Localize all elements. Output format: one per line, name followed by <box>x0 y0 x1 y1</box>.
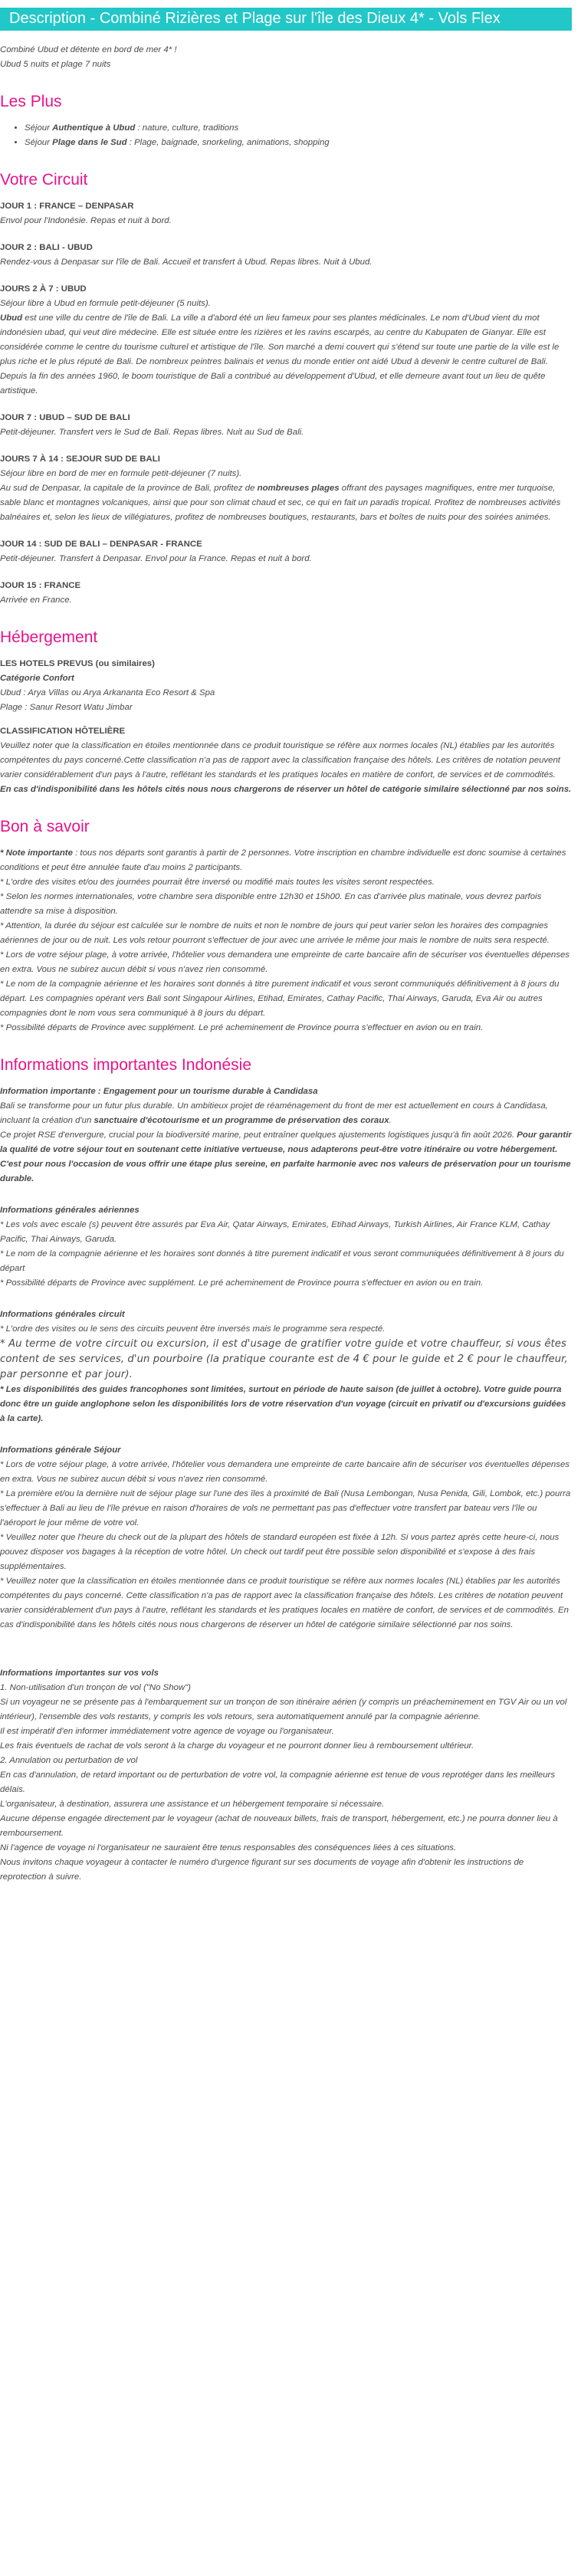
info-item: En cas d'annulation, de retard important ou de perturbation de votre vol, la compagnie aérienne est tenue de vous reprotéger dans les meilleurs délais. <box>0 1770 556 1794</box>
hotels-category: Catégorie Confort <box>0 674 74 683</box>
hotels-title: LES HOTELS PREVUS (ou similaires) <box>0 659 155 668</box>
day-title: JOUR 7 : UBUD – SUD DE BALI <box>0 413 130 422</box>
day-block <box>0 241 572 270</box>
info-item: * La première et/ou la dernière nuit de séjour plage sur l'une des îles à proximité de Bali (Nusa Lembongan, Nusa Penida, Gili, Lombok, etc.) pourra s'effectuer à Bali au lieu de l'île prévue en raison d'horaires de vols ne permettant pas pas d'effectuer votre transfert par bateau vers l'île ou l'aéroport le jour même de votre vol. <box>0 1489 571 1528</box>
day-block <box>0 579 572 608</box>
day-block <box>0 411 572 440</box>
info-item: L'organisateur, à destination, assurera une assistance et un hébergement temporaire si nécessaire. <box>0 1800 385 1809</box>
info-item: * Possibilité départs de Province avec supplément. Le pré acheminement de Province pourra s'effectuer en avion ou en train. <box>0 1278 484 1288</box>
day-text: offrant des paysages magnifiques, entre mer turquoise, sable blanc et montagnes volcaniques, ainsi que pour son climat chaud et sec, ce qui en fait un paradis tropical. Profitez de nombreuses activités balnéaires et, selon les lieux de villégiatures, profitez de nombreuses boutiques, restaurants, bars et boîtes de nuits pour des soirées animées. <box>0 484 561 522</box>
hotel-line: Plage : Sanur Resort Watu Jimbar <box>0 703 133 712</box>
day-text: Envol pour l'Indonésie. Repas et nuit à bord. <box>0 216 172 225</box>
section-heading-circuit: Votre Circuit <box>0 171 88 189</box>
day-text: Au sud de Denpasar, la capitale de la province de Bali, profitez de <box>0 484 258 493</box>
aeriennes-block <box>0 1203 572 1291</box>
intro-line: Combiné Ubud et détente en bord de mer 4* ! <box>0 45 177 54</box>
section-heading-hebergement: Hébergement <box>0 628 98 646</box>
day-text: Arrivée en France. <box>0 596 72 605</box>
sejour-title: Informations générale Séjour <box>0 1446 121 1455</box>
list-item: • Séjour Authentique à Ubud : nature, culture, traditions <box>25 121 572 136</box>
info-item: * Les disponibilités des guides francophones sont limitées, surtout en période de haute saison (de juillet à octobre). Votre guide pourra donc être un guide anglophone selon les disponibilités lors de votre réservation d'un voyage (circuit en privatif ou d'excursions guidées à la carte). <box>0 1385 566 1423</box>
note-item: * Lors de votre séjour plage, à votre arrivée, l'hôtelier vous demandera une empreinte de carte bancaire afin de sécuriser vos éventuelles dépenses en extra. Vous ne subirez aucun débit si vous n'avez rien consommé. <box>0 950 570 974</box>
classification-bold: En cas d'indisponibilité dans les hôtels cités nous nous chargerons de réserver un hôtel de catégorie similaire sélectionné par nos soins. <box>0 785 572 794</box>
info-item: 1. Non-utilisation d'un tronçon de vol ("No Show") <box>0 1683 191 1692</box>
circuit-info-title: Informations générales circuit <box>0 1310 125 1319</box>
info-item: Il est impératif d'en informer immédiatement votre agence de voyage ou l'organisateur. <box>0 1727 334 1736</box>
les-plus-list <box>0 121 572 150</box>
info-item: * Lors de votre séjour plage, à votre arrivée, l'hôtelier vous demandera une empreinte de carte bancaire afin de sécuriser vos éventuelles dépenses en extra. Vous ne subirez aucun débit si vous n'avez rien consommé. <box>0 1460 570 1484</box>
note-item: * Possibilité départs de Province avec supplément. Le pré acheminement de Province pourra s'effectuer en avion ou en train. <box>0 1023 484 1032</box>
day-bold: Ubud <box>0 313 23 323</box>
day-title: JOUR 1 : FRANCE – DENPASAR <box>0 202 134 211</box>
day-title: JOUR 14 : SUD DE BALI – DENPASAR - FRANCE <box>0 540 202 549</box>
vols-block <box>0 1666 572 1885</box>
intro <box>0 43 572 72</box>
info-item: * L'ordre des visites ou le sens des circuits peuvent être inversés mais le programme sera respecté. <box>0 1324 386 1334</box>
day-bold: nombreuses plages <box>257 484 340 493</box>
section-heading-infos: Informations importantes Indonésie <box>0 1056 252 1074</box>
day-block <box>0 537 572 566</box>
info-item: Nous invitons chaque voyageur à contacter le numéro d'urgence figurant sur ses documents de voyage afin d'obtenir les instructions de reprotection à suivre. <box>0 1858 524 1882</box>
info-item: Si un voyageur ne se présente pas à l'embarquement sur un tronçon de son itinéraire aérien (y compris un préacheminement en TGV Air ou un vol intérieur), l'ensemble des vols restants, y compris les vols retours, sera automatiquement annulé par la compagnie aérienne. <box>0 1698 567 1721</box>
day-text: Séjour libre en bord de mer en formule petit-déjeuner (7 nuits). <box>0 469 242 478</box>
info-item: Aucune dépense engagée directement par le voyageur (achat de nouveaux billets, frais de transport, hébergement, etc.) ne pourra donner lieu à remboursement. <box>0 1814 558 1838</box>
info-item: * Au terme de votre circuit ou excursion, il est d'usage de gratifier votre guide et votre chauffeur, si vous êtes content de ses services, d'un pourboire (la pratique courante est de 4 € pour le guide et 2 € pour le chauffeur, par personne et par jour). <box>0 1338 568 1380</box>
sejour-block <box>0 1443 572 1633</box>
info-item: * Les vols avec escale (s) peuvent être assurés par Eva Air, Qatar Airways, Emirates, Etihad Airways, Turkish Airlines, Air France KLM, Cathay Pacific, Thai Airways, Garuda. <box>0 1220 550 1244</box>
day-title: JOUR 2 : BALI - UBUD <box>0 243 93 252</box>
info-item: * Veuillez noter que la classification en étoiles mentionnée dans ce produit touristique se réfère aux normes locales (NL) établies par les autorités compétentes du pays concerné. Cette classification n'a pas de rapport avec la classification française des hôtels. Les critères de notation peuvent varier considérablement d'un pays à l'autre, reflétant les standards et les pratiques locales en matière de confort, de services et de commodités. En cas d'indisponibilité dans les hôtels cités nous nous chargerons de réserver un hôtel de catégorie similaire sélectionné par nos soins. <box>0 1577 569 1629</box>
info-item: Les frais éventuels de rachat de vols seront à la charge du voyageur et ne pourront donner lieu à remboursement ultérieur. <box>0 1741 474 1751</box>
engagement-block: Information importante : Engagement pour un tourisme durable à Candidasa Bali se transforme pour un futur plus durable. Un ambitieux projet de réaménagement du front de mer est actuellement en cours à Candidasa, incluant la création d'un sanctuaire d'écotourisme et un programme de préservation des coraux. Ce projet RSE d'envergure, crucial pour la biodiversité marine, peut entraîner quelques ajustements logistiques jusqu'à fin août 2026. Pour garantir la qualité de votre séjour tout en soutenant cette initiative vertueuse, nous adapterons peut-être votre itinéraire ou votre hébergement. C'est pour nous l'occasion de vous offrir une étape plus sereine, en parfaite harmonie avec nos valeurs de préservation pour un tourisme durable. <box>0 1085 572 1186</box>
day-title: JOURS 2 À 7 : UBUD <box>0 284 87 294</box>
day-text: Séjour libre à Ubud en formule petit-déjeuner (5 nuits). <box>0 299 211 308</box>
page-title: Description - Combiné Rizières et Plage sur l'île des Dieux 4* - Vols Flex <box>0 8 572 31</box>
vols-title: Informations importantes sur vos vols <box>0 1669 159 1678</box>
note-item: * Le nom de la compagnie aérienne et les horaires sont donnés à titre purement indicatif et vous seront communiqués définitivement à 8 jours du départ. Les compagnies opérant vers Bali sont Singapour Airlines, Etihad, Emirates, Cathay Pacific, Thai Airways, Garuda, Eva Air ou autres compagnies dont le nom vous sera communiqué à 8 jours du départ. <box>0 980 560 1018</box>
day-title: JOUR 15 : FRANCE <box>0 581 81 590</box>
info-item: Ni l'agence de voyage ni l'organisateur ne sauraient être tenus responsables des conséquences liées à ces situations. <box>0 1843 457 1852</box>
day-block <box>0 452 572 525</box>
intro-line: Ubud 5 nuits et plage 7 nuits <box>0 60 111 69</box>
day-text: est une ville du centre de l'île de Bali. La ville a d'abord été un lieu fameux pour ses plantes médicinales. Le nom d'Ubud vient du mot indonésien ubad, qui veut dire médecine. Elle est située entre les rizières et les ravins escarpés, au centre du Kabupaten de Gianyar. Elle est considérée comme le centre du tourisme culturel et artistique de l'île. Son marché a demi couvert qui s'étend sur toute une partie de la ville est le plus riche et le plus réputé de Bali. De nombreux peintres balinais et venus du monde entier ont aidé Ubud à devenir le centre culturel de Bali. Depuis la fin des années 1960, le boom touristique de Bali a contribué au développement d'Ubud, et elle demeure avant tout un lieu de quête artistique. <box>0 313 560 395</box>
hotels-block <box>0 657 572 715</box>
note-item: * L'ordre des visites et/ou des journées pourrait être inversé ou modifié mais toutes les visites seront respectées. <box>0 878 435 887</box>
note-item: * Attention, la durée du séjour est calculée sur le nombre de nuits et non le nombre de jours qui peut varier selon les horaires des compagnies aériennes de jour ou de nuit. Les vols retour pourront s'effectuer de jour avec une arrivée le même jour mais le nombre de nuits sera respecté. <box>0 921 550 945</box>
info-item: * Le nom de la compagnie aérienne et les horaires sont donnés à titre purement indicatif et vous seront communiquées définitivement à 8 jours du départ <box>0 1249 564 1273</box>
aeriennes-title: Informations générales aériennes <box>0 1206 140 1215</box>
engagement-title: Information importante : Engagement pour un tourisme durable à Candidasa <box>0 1087 318 1096</box>
section-heading-les-plus: Les Plus <box>0 93 62 110</box>
info-item: 2. Annulation ou perturbation de vol <box>0 1756 138 1765</box>
note-text: : tous nos départs sont garantis à partir de 2 personnes. Votre inscription en chambre individuelle est donc soumise à certaines conditions et peut être annulée faute d'au moins 2 participants. <box>0 848 566 872</box>
day-block <box>0 282 572 399</box>
note-item: * Selon les normes internationales, votre chambre sera disponible entre 12h30 et 15h00. En cas d'arrivée plus matinale, vous devrez parfois attendre sa mise à disposition. <box>0 892 542 916</box>
day-title: JOURS 7 À 14 : SEJOUR SUD DE BALI <box>0 454 160 464</box>
bon-a-savoir-block <box>0 846 572 1035</box>
day-text: Petit-déjeuner. Transfert à Denpasar. Envol pour la France. Repas et nuit à bord. <box>0 554 312 563</box>
day-text: Petit-déjeuner. Transfert vers le Sud de Bali. Repas libres. Nuit au Sud de Bali. <box>0 428 304 437</box>
day-text: Rendez-vous à Denpasar sur l'île de Bali. Accueil et transfert à Ubud. Repas libres. Nuit à Ubud. <box>0 258 373 267</box>
section-heading-bon-a-savoir: Bon à savoir <box>0 818 90 835</box>
circuit-info-block <box>0 1308 572 1426</box>
note-label: * Note importante <box>0 848 73 858</box>
classification-block <box>0 724 572 797</box>
classification-text: Veuillez noter que la classification en étoiles mentionnée dans ce produit touristique se réfère aux normes locales (NL) établies par les autorités compétentes du pays concerné.Cette classification n'a pas de rapport avec la classification française des hôtels. Les critères de notation peuvent varier considérablement d'un pays à l'autre, reflétant les standards et les pratiques locales en matière de confort, de services et de commodités. <box>0 741 560 779</box>
list-item: • Séjour Plage dans le Sud : Plage, baignade, snorkeling, animations, shopping <box>25 136 572 150</box>
hotel-line: Ubud : Arya Villas ou Arya Arkananta Eco Resort & Spa <box>0 688 215 697</box>
classification-title: CLASSIFICATION HÔTELIÈRE <box>0 727 126 736</box>
day-block <box>0 199 572 228</box>
info-item: * Veuillez noter que l'heure du check out de la plupart des hôtels de standard européen est fixée à 12h. Si vous partez après cette heure-ci, nous pouvez disposer vos bagages à la réception de votre hôtel. Un check out tardif peut être possible selon disponibilité et s'expose à des frais supplémentaires. <box>0 1533 560 1571</box>
